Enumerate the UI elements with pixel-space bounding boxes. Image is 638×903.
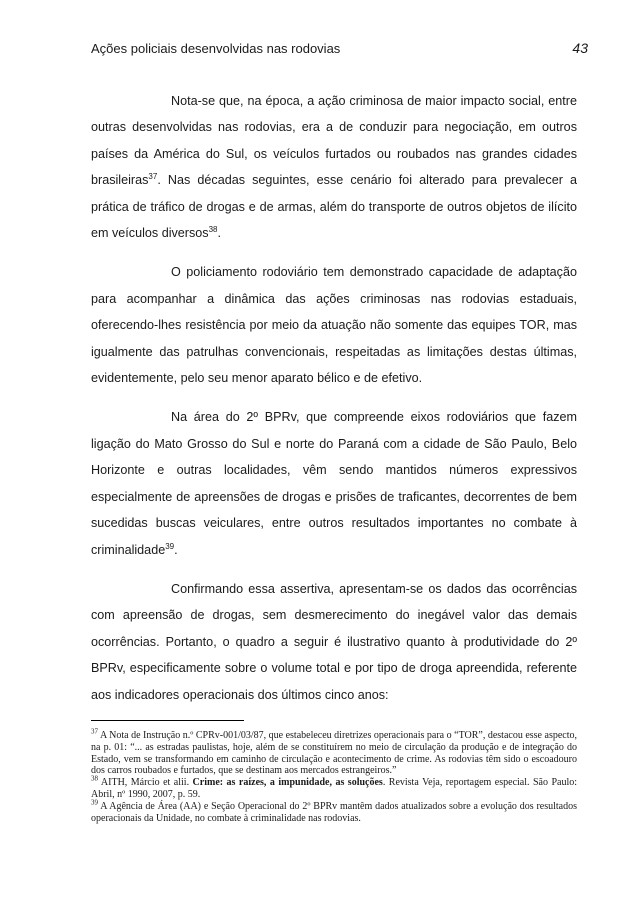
paragraph-1: Nota-se que, na época, a ação criminosa de maior impacto social, entre outras desenvolvidas nas rodovias, era a de conduzir para negociação, em outros países da América do Sul, os veículos furtados ou roubados nas grandes cidades brasileiras$^{37}$. Nas décadas seguintes, esse cenário foi alterado para prevalecer a prática de tráfico de drogas e de armas, além do transporte de outros objetos de ilícito em veículos diversos$^{38}$. xyxy=(91,94,577,241)
paragraph-4: Confirmando essa assertiva, apresentam-se os dados das ocorrências com apreensão de drogas, sem desmerecimento do inegável valor das demais ocorrências. Portanto, o quadro a seguir é ilustrativo quanto à produtividade do 2º BPRv, especificamente sobre o volume total e por tipo de droga apreendida, referente aos indicadores operacionais dos últimos cinco anos: xyxy=(91,581,577,702)
footnotes xyxy=(91,727,577,824)
footnote-ref-39: 39 xyxy=(165,541,175,551)
running-title: Ações policiais desenvolvidas nas rodovias xyxy=(91,41,341,56)
cited-title: Crime: as raízes, a impunidade, as soluções xyxy=(192,777,383,789)
footnote-separator xyxy=(91,720,244,721)
page-header xyxy=(91,40,588,56)
footnote-ref-38: 38 xyxy=(208,224,218,234)
footnote-ref-37: 37 xyxy=(148,172,158,182)
footnote-39: $^{39}$ A Agência de Área (AA) e Seção Operacional do 2º BPRv mantêm dados atualizados sobre a evolução dos resultados operacionais da Unidade, no combate à criminalidade nas rodovias. xyxy=(91,798,577,824)
page-number: 43 xyxy=(572,40,588,56)
footnote-37: $^{37}$ A Nota de Instrução n.º CPRv-001/03/87, que estabeleceu diretrizes operacionais para o “TOR”, destacou esse aspecto, na p. 01: “... as estradas paulistas, hoje, além de se constituírem no meio de circulação da produção e de integração do Estado, vem se transformando em caminho de circulação e acontecimento de crime. As rodovias têm sido o escoadouro dos carros roubados e furtados, que se destinam aos mercados estrangeiros.” xyxy=(91,727,577,777)
paragraph-2: O policiamento rodoviário tem demonstrado capacidade de adaptação para acompanhar a dinâmica das ações criminosas nas rodovias estaduais, oferecendo-lhes resistência por meio da atuação não somente das equipes TOR, mas igualmente das patrulhas convencionais, respeitadas as limitações destas últimas, evidentemente, pelo seu menor aparato bélico e de efetivo. xyxy=(91,265,577,386)
footnote-38: $^{38}$ AITH, Márcio et alii. Crime: as raízes, a impunidade, as soluções. Revista Veja, reportagem especial. São Paulo: Abril, nº 1990, 2007, p. 59. xyxy=(91,774,577,800)
body-text xyxy=(91,88,577,721)
paragraph-3: Na área do 2º BPRv, que compreende eixos rodoviários que fazem ligação do Mato Grosso do Sul e norte do Paraná com a cidade de São Paulo, Belo Horizonte e outras localidades, vêm sendo mantidos números expressivos especialmente de apreensões de drogas e prisões de traficantes, decorrentes de bem sucedidas buscas veiculares, entre outros resultados importantes no combate à criminalidade$^{39}$. xyxy=(91,410,577,557)
